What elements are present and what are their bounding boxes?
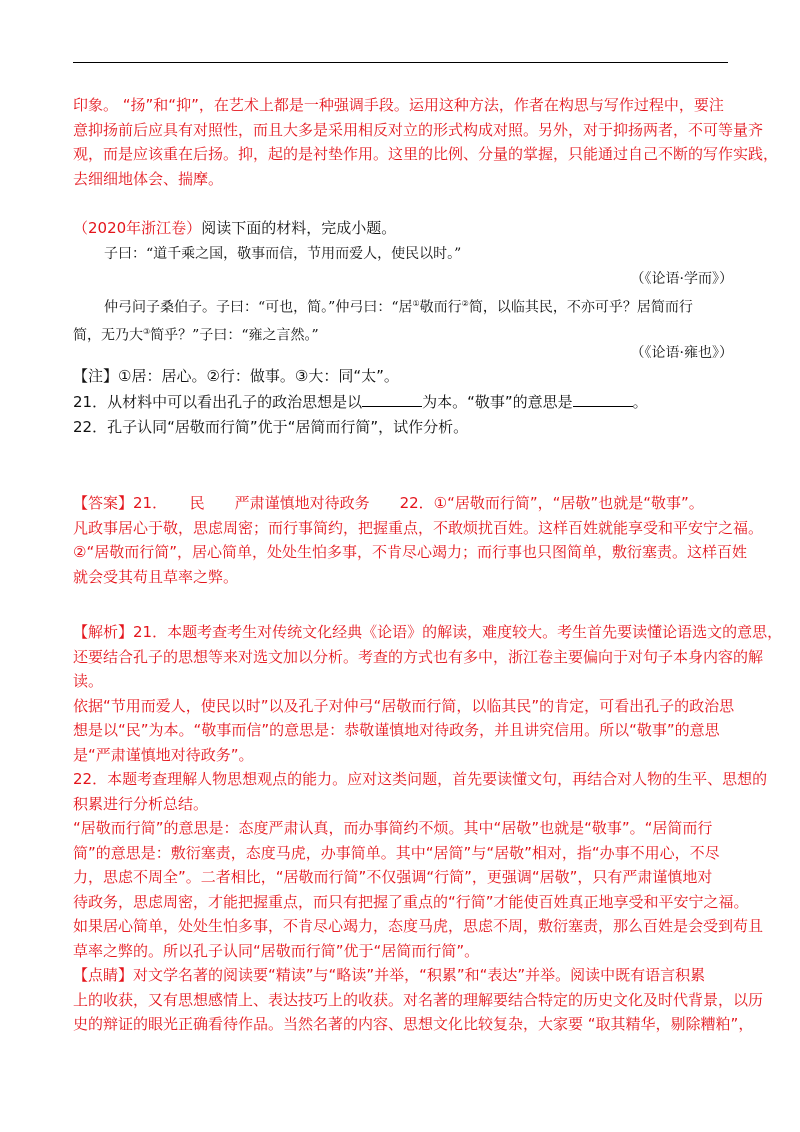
tip-line: 史的辩证的眼光正确看待作品。当然名著的内容、思想文化比较复杂，大家要 “取其精华，剔除糟粕”， [73, 1015, 754, 1033]
question-header [73, 216, 733, 241]
question-21: 21．从材料中可以看出孔子的政治思想是以 为本。“敬事”的意思是 。 [73, 393, 648, 411]
question-note: 【注】①居：居心。②行：做事。③大：同“太”。 [73, 367, 399, 385]
passage-2-line-2: 简，无乃大③简乎？”子曰：“雍之言然。” [73, 327, 319, 344]
question-source-tag: （2020年浙江卷） [73, 219, 202, 237]
header-rule [73, 62, 728, 63]
question-22: 22．孔子认同“居敬而行简”优于“居简而行简”，试作分析。 [73, 418, 469, 436]
analysis-line: 简”的意思是：敷衍塞责，态度马虎，办事简单。其中“居简”与“居敬”相对，指“办事不用心，不尽 [73, 843, 720, 862]
analysis-paragraph [73, 620, 783, 963]
answer-line: ②“居敬而行简”，居心简单，处处生怕多事，不肯尽心竭力；而行事也只图简单，敷衍塞责。这样百姓 [73, 543, 747, 561]
analysis-line: 22．本题考查理解人物思想观点的能力。应对这类问题，首先要读懂文句，再结合对人物的生平、思想的 [73, 770, 768, 788]
analysis-line: 依据“节用而爱人，使民以时”以及孔子对仲弓“居敬而行简，以临其民”的肯定，可看出孔子的政治思 [73, 696, 735, 715]
analysis-line: 如果居心简单，处处生怕多事，不肯尽心竭力，态度马虎，思虑不周，敷衍塞责，那么百姓是会受到苟且 [73, 917, 764, 935]
answer-blank-2[interactable] [573, 392, 633, 407]
analysis-line: 积累进行分析总结。 [73, 794, 209, 813]
analysis-line: 读。 [73, 672, 104, 690]
question-prompt: 阅读下面的材料，完成小题。 [201, 219, 397, 237]
tip-line: 【点睛】对文学名著的阅读要“精读”与“略读”并举，“积累”和“表达”并举。阅读中既有语言积累 [73, 966, 706, 984]
answer-blank-1[interactable] [362, 392, 422, 407]
intro-line: 观，而是应该重在后扬。抑，起的是衬垫作用。这里的比例、分量的掌握，只能通过自己不断的写作实践， [73, 145, 779, 163]
answer-line: 【答案】21． 民 严肃谨慎地对待政务 22．①“居敬而行简”，“居敬”也就是“敬事”。 [73, 494, 704, 512]
answer-line: 就会受其苟且草率之弊。 [73, 567, 239, 586]
tip-paragraph [73, 963, 764, 1037]
analysis-line: “居敬而行简”的意思是：态度严肃认真，而办事简约不烦。其中“居敬”也就是“敬事”。“居简而行 [73, 819, 713, 837]
intro-line: 意抑扬前后应具有对照性，而且大多是采用相反对立的形式构成对照。另外，对于抑扬两者，不可等量齐 [73, 120, 764, 139]
passage-2-line-1: 仲弓问子桑伯子。子曰：“可也，简。”仲弓曰：“居①敬而行②简，以临其民，不亦可乎？居简而行 [104, 299, 693, 316]
tip-line: 上的收获，又有思想感情上、表达技巧上的收获。对名著的理解要结合特定的历史文化及时代背景，以历 [73, 990, 764, 1009]
passage-1-source: （《论语·学而》） [630, 271, 733, 287]
analysis-line: 还要结合孔子的思想等来对选文加以分析。考查的方式也有多中，浙江卷主要偏向于对句子本身内容的解 [73, 647, 764, 666]
answer-line: 凡政事居心于敬，思虑周密；而行事简约，把握重点，不敢烦扰百姓。这样百姓就能享受和平安宁之福。 [73, 518, 764, 537]
intro-line: 去细细地体会、揣摩。 [73, 169, 224, 188]
analysis-line: 草率之弊的。所以孔子认同“居敬而行简”优于“居简而行简”。 [73, 941, 480, 960]
analysis-line: 【解析】21．本题考查考生对传统文化经典《论语》的解读，难度较大。考生首先要读懂论语选文的意思， [73, 623, 783, 641]
passage-2-source: （《论语·雍也》） [630, 345, 733, 361]
analysis-line: 想是以“民”为本。“敬事而信”的意思是：恭敬谨慎地对待政务，并且讲究信用。所以“敬事”的意思 [73, 721, 720, 739]
analysis-line: 待政务，思虑周密，才能把握重点，而只有把握了重点的“行简”才能使百姓真正地享受和平安宁之福。 [73, 892, 749, 911]
passage-2 [73, 292, 733, 348]
answer-paragraph [73, 491, 764, 589]
intro-paragraph [73, 93, 779, 191]
analysis-line: 力，思虑不周全”。二者相比，“居敬而行简”不仅强调“行简”，更强调“居敬”，只有严肃谨慎地对 [73, 868, 713, 886]
passage-1: 子曰：“道千乘之国，敬事而信，节用而爱人，使民以时。” [104, 246, 462, 262]
intro-line: 印象。 “扬”和“抑”，在艺术上都是一种强调手段。运用这种方法，作者在构思与写作过程中，要注 [73, 96, 724, 114]
analysis-line: 是“严肃谨慎地对待政务”。 [73, 745, 254, 764]
